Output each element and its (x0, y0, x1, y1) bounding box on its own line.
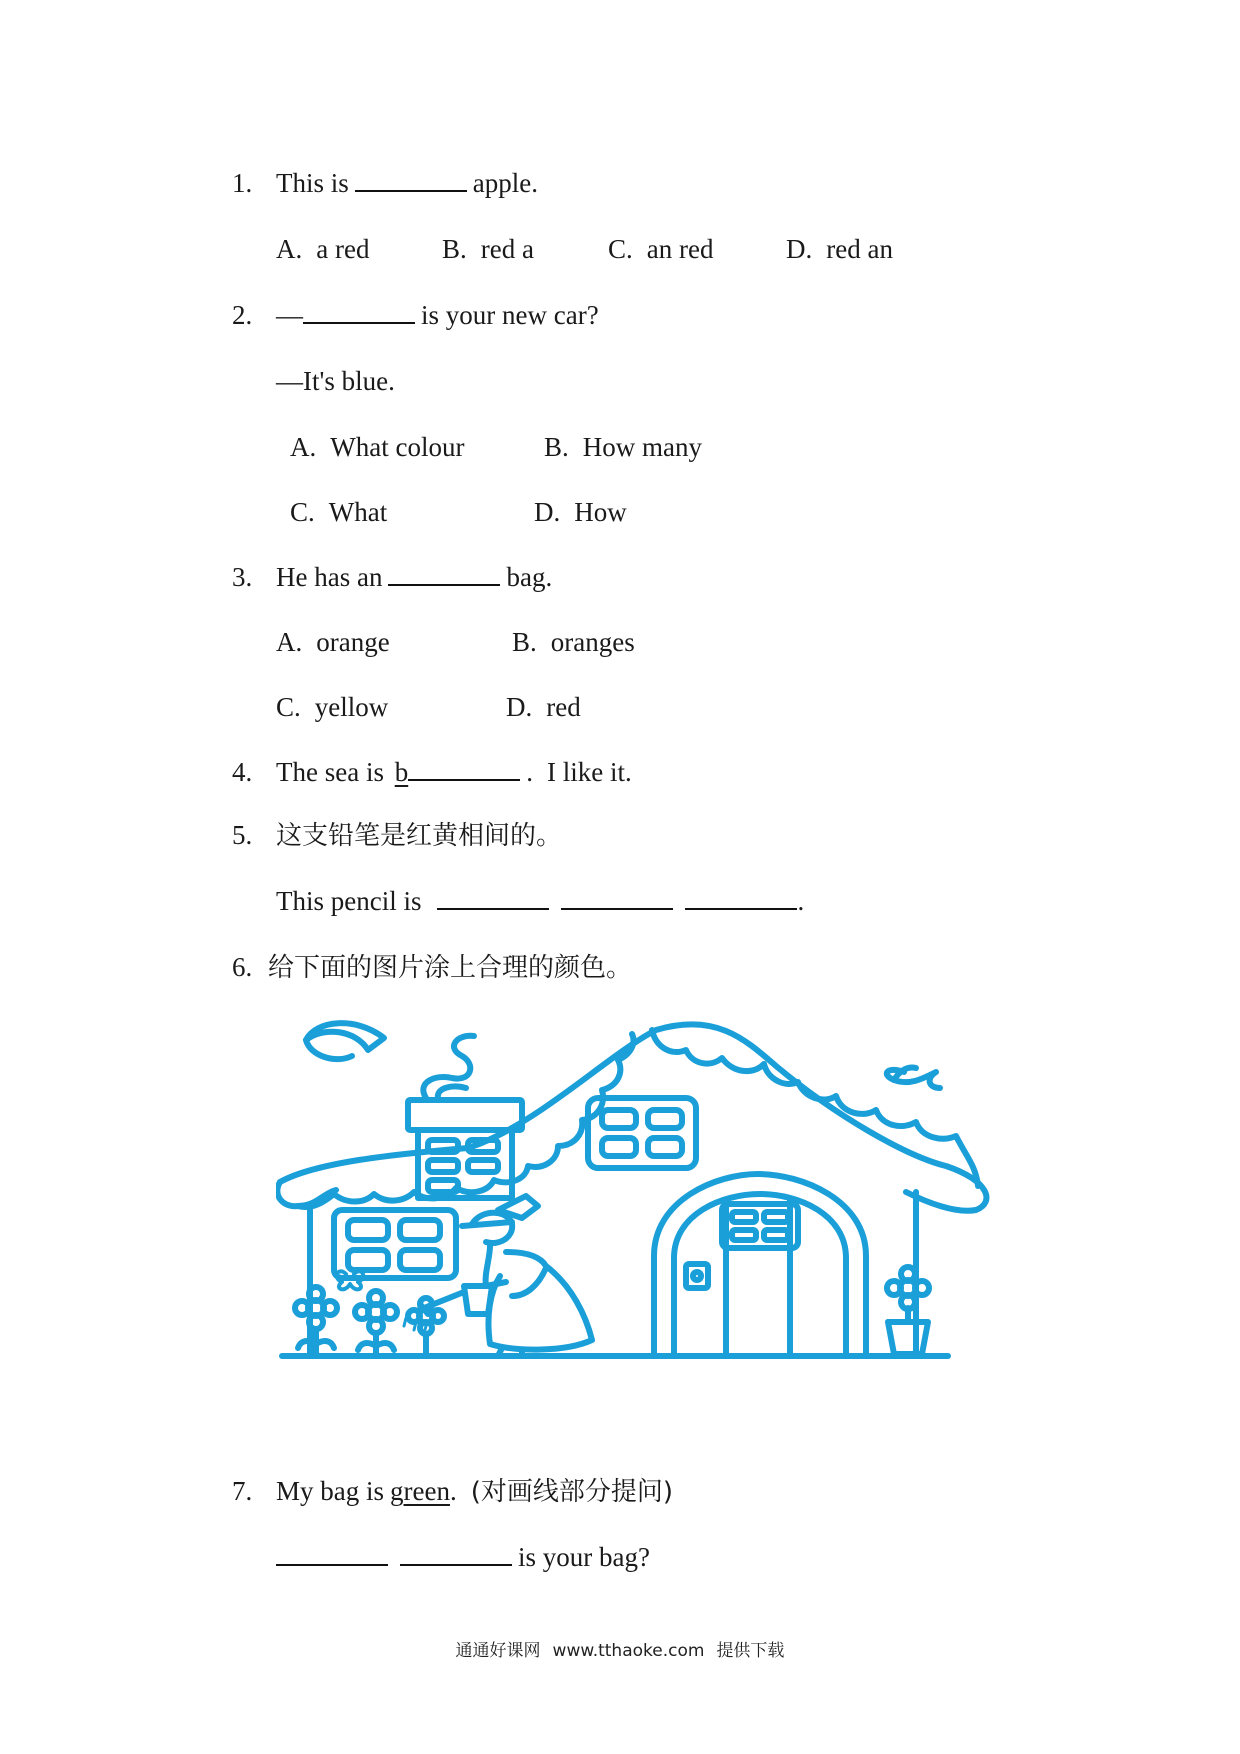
question-text-pre: My bag is (276, 1476, 384, 1506)
answer-blank[interactable] (408, 755, 520, 781)
option-text: red an (826, 234, 893, 264)
question-7 (232, 1474, 673, 1509)
question-text-post-2: I like it. (546, 757, 632, 787)
question-note: (对画线部分提问) (470, 1477, 674, 1507)
option-key: C. (276, 692, 301, 722)
question-text-post: is your new car? (421, 300, 599, 330)
question-text-pre: This is (276, 168, 349, 198)
question-text-post: apple. (472, 168, 538, 198)
option-key: B. (544, 432, 569, 462)
option-d[interactable] (786, 232, 893, 266)
footer-url[interactable]: www.tthaoke.com (552, 1641, 705, 1661)
question-text-post: . (449, 1476, 457, 1506)
answer-text-post: . (797, 886, 805, 916)
underlined-word: green (390, 1476, 450, 1506)
option-text: red (546, 692, 581, 722)
option-text: orange (316, 627, 390, 657)
question-1 (232, 166, 538, 200)
option-d[interactable] (534, 495, 627, 529)
question-number: 3. (232, 562, 253, 592)
question-5 (232, 818, 562, 853)
option-text: How (574, 497, 627, 527)
question-2-answer: —It's blue. (276, 366, 395, 396)
option-d[interactable] (506, 690, 581, 724)
answer-blank[interactable] (303, 298, 415, 324)
question-2 (232, 298, 599, 332)
question-4 (232, 755, 632, 789)
footer-site-name: 通通好课网 (455, 1641, 541, 1661)
question-number: 4. (232, 757, 253, 787)
option-c[interactable] (608, 232, 713, 266)
question-7-answer-line (276, 1540, 650, 1574)
option-key: A. (276, 234, 303, 264)
answer-text-pre: This pencil is (276, 886, 422, 916)
option-text: a red (316, 234, 370, 264)
option-a[interactable] (276, 232, 369, 266)
option-text: What (328, 497, 388, 527)
question-number: 5. (232, 820, 253, 850)
option-a[interactable] (276, 625, 390, 659)
question-prompt: 这支铅笔是红黄相间的。 (276, 821, 563, 851)
option-text: red a (480, 234, 534, 264)
question-number: 1. (232, 168, 253, 198)
option-text: yellow (314, 692, 389, 722)
question-text-pre: He has an (276, 562, 383, 592)
question-text-post: bag. (506, 562, 553, 592)
dash: — (276, 300, 303, 330)
option-key: D. (534, 497, 561, 527)
option-key: C. (290, 497, 315, 527)
option-key: A. (290, 432, 317, 462)
question-3 (232, 560, 552, 594)
question-number: 2. (232, 300, 253, 330)
question-number: 6. (232, 952, 253, 982)
option-key: B. (442, 234, 467, 264)
option-key: C. (608, 234, 633, 264)
option-b[interactable] (442, 232, 534, 266)
option-key: D. (786, 234, 813, 264)
option-key: D. (506, 692, 533, 722)
question-6 (232, 950, 632, 985)
house-coloring-picture (276, 996, 1006, 1376)
footer-suffix: 提供下载 (716, 1641, 785, 1661)
option-text: oranges (550, 627, 635, 657)
question-number: 7. (232, 1476, 253, 1506)
answer-blank-3[interactable] (685, 884, 797, 910)
page-footer (0, 1636, 1240, 1661)
answer-blank-2[interactable] (561, 884, 673, 910)
answer-blank-2[interactable] (400, 1540, 512, 1566)
option-b[interactable] (544, 430, 702, 464)
option-text: What colour (330, 432, 465, 462)
option-a[interactable] (290, 430, 464, 464)
option-key: A. (276, 627, 303, 657)
option-key: B. (512, 627, 537, 657)
question-5-answer-line (276, 884, 804, 918)
answer-blank-1[interactable] (276, 1540, 388, 1566)
answer-text-post: is your bag? (518, 1542, 650, 1572)
option-text: How many (582, 432, 702, 462)
question-text-pre: The sea is (276, 757, 384, 787)
hint-letter: b (394, 757, 409, 787)
question-text-post: . (526, 757, 533, 787)
option-c[interactable] (276, 690, 388, 724)
option-c[interactable] (290, 495, 387, 529)
answer-blank[interactable] (388, 560, 500, 586)
answer-blank[interactable] (355, 166, 467, 192)
answer-blank-1[interactable] (437, 884, 549, 910)
option-text: an red (646, 234, 714, 264)
option-b[interactable] (512, 625, 635, 659)
question-prompt: 给下面的图片涂上合理的颜色。 (268, 953, 633, 983)
